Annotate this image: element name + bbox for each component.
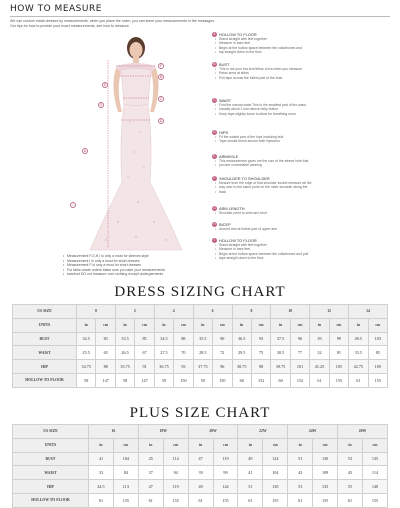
unit-cell: in <box>138 438 163 452</box>
unit-cell: in <box>193 318 212 332</box>
plus-size-table <box>12 424 388 508</box>
letter-badge: D <box>213 130 216 134</box>
heading-divider <box>10 16 390 17</box>
value-cell: 72 <box>213 346 232 360</box>
size-label-cell: US SIZE <box>13 425 89 439</box>
value-cell: 27.5 <box>154 346 173 360</box>
unit-cell: cm <box>362 438 387 452</box>
value-cell: 130 <box>313 452 338 466</box>
table-row <box>13 493 388 507</box>
note-item: • For tailor-made orders Make sure you take your measurements <box>62 268 222 273</box>
value-cell: 119 <box>213 452 238 466</box>
figure-marker-g: G <box>99 103 103 107</box>
instruction-bullet: • you are comfortable wearing <box>212 163 390 167</box>
value-cell: 34.75 <box>77 360 96 374</box>
value-cell: 70 <box>174 346 193 360</box>
instruction-title: BICEP <box>219 222 231 227</box>
unit-cell: in <box>77 318 96 332</box>
value-cell: 105 <box>329 360 348 374</box>
value-cell: 93 <box>174 360 193 374</box>
table-row <box>13 480 388 494</box>
unit-cell: in <box>89 438 114 452</box>
value-cell: 99 <box>213 466 238 480</box>
row-label-cell: BUST <box>13 332 77 346</box>
value-cell: 61 <box>138 493 163 507</box>
unit-cell: in <box>310 318 329 332</box>
value-cell: 109 <box>368 360 387 374</box>
table-row <box>13 332 388 346</box>
value-cell: 124 <box>263 452 288 466</box>
letter-badge: C <box>213 98 216 102</box>
row-label-cell: WAIST <box>13 466 89 480</box>
instruction-bullet: • tap straight down to the floor <box>212 50 390 54</box>
value-cell: 60 <box>232 373 251 387</box>
instruction-i <box>212 238 390 260</box>
value-cell: 40.5 <box>349 332 368 346</box>
value-cell: 104 <box>263 466 288 480</box>
instruction-bullet: • Fit the widest part of the hips including butt <box>212 135 390 139</box>
value-cell: 49 <box>238 452 263 466</box>
unit-cell: cm <box>163 438 188 452</box>
dress-size-table <box>12 304 388 388</box>
unit-cell: cm <box>368 318 387 332</box>
unit-cell: in <box>338 438 363 452</box>
unit-cell: in <box>188 438 213 452</box>
value-cell: 77 <box>290 346 309 360</box>
instruction-bullet: • way over to the same point on the other shoulder along the <box>212 185 390 189</box>
value-cell: 61 <box>238 493 263 507</box>
instruction-f <box>212 176 390 194</box>
value-cell: 42.75 <box>349 360 368 374</box>
value-cell: 96 <box>213 360 232 374</box>
value-cell: 98 <box>251 360 270 374</box>
instruction-bullet: • Tape should brush across both hipbones <box>212 139 390 143</box>
value-cell: 58 <box>115 373 134 387</box>
value-cell: 96 <box>290 332 309 346</box>
unit-cell: cm <box>290 318 309 332</box>
unit-cell: cm <box>329 318 348 332</box>
value-cell: 43 <box>288 466 313 480</box>
table-row <box>13 466 388 480</box>
value-cell: 83 <box>96 332 115 346</box>
value-cell: 109 <box>313 466 338 480</box>
instruction-c <box>212 98 390 116</box>
value-cell: 155 <box>362 493 387 507</box>
size-header-cell: 24W <box>288 425 338 439</box>
units-row <box>13 438 388 452</box>
unit-cell: in <box>232 318 251 332</box>
value-cell: 114 <box>362 466 387 480</box>
instruction-title: ARMHOLE <box>219 154 239 159</box>
value-cell: 29.5 <box>232 346 251 360</box>
value-cell: 114 <box>163 452 188 466</box>
value-cell: 81 <box>329 346 348 360</box>
instruction-bullet: • Stand straight with feet together <box>212 243 390 247</box>
value-cell: 37.75 <box>193 360 212 374</box>
value-cell: 155 <box>263 493 288 507</box>
unit-cell: cm <box>174 318 193 332</box>
size-header-cell: 12 <box>310 305 349 319</box>
figure-marker-c: C <box>159 97 163 101</box>
value-cell: 39 <box>188 466 213 480</box>
instruction-bullet: • Measure in bare feet <box>212 41 390 45</box>
value-cell: 155 <box>329 373 348 387</box>
value-cell: 155 <box>368 373 387 387</box>
value-cell: 147 <box>96 373 115 387</box>
value-cell: 33 <box>89 466 114 480</box>
size-header-cell: 10 <box>271 305 310 319</box>
size-header-cell: 6 <box>193 305 232 319</box>
value-cell: 53 <box>338 452 363 466</box>
unit-cell: cm <box>313 438 338 452</box>
instruction-bullet: • Find the natural waist.This is the smallest part of the waist <box>212 103 390 107</box>
unit-cell: cm <box>213 318 232 332</box>
value-cell: 152 <box>251 373 270 387</box>
instruction-bullet: • Around arm at fullest part of upper arm <box>212 227 390 231</box>
figure-marker-a: A <box>83 149 87 153</box>
value-cell: 88 <box>174 332 193 346</box>
table-row <box>13 452 388 466</box>
value-cell: 152 <box>290 373 309 387</box>
dress-sizing-chart-title: DRESS SIZING CHART <box>114 284 286 300</box>
size-label-cell: US SIZE <box>13 305 77 319</box>
size-header-cell: 26W <box>338 425 388 439</box>
value-cell: 33.5 <box>115 332 134 346</box>
value-cell: 75 <box>251 346 270 360</box>
value-cell: 85 <box>135 332 154 346</box>
value-cell: 45 <box>138 452 163 466</box>
letter-badge: A <box>213 32 216 36</box>
value-cell: 28.5 <box>193 346 212 360</box>
value-cell: 135 <box>362 452 387 466</box>
row-label-cell: HIP <box>13 480 89 494</box>
instruction-a <box>212 32 390 54</box>
value-cell: 65 <box>96 346 115 360</box>
letter-badge: I <box>212 238 217 243</box>
value-cell: 155 <box>213 493 238 507</box>
value-cell: 32.5 <box>77 332 96 346</box>
intro-text <box>10 19 390 29</box>
units-row <box>13 318 388 332</box>
how-to-measure-heading: HOW TO MEASURE <box>10 4 102 14</box>
value-cell: 59 <box>154 373 173 387</box>
value-cell: 37 <box>138 466 163 480</box>
value-cell: 41 <box>238 466 263 480</box>
value-cell: 135 <box>313 480 338 494</box>
row-label-cell: HOLLOW TO FLOOR <box>13 493 89 507</box>
value-cell: 93 <box>251 332 270 346</box>
measurement-notes <box>62 254 222 277</box>
instruction-g <box>212 206 390 215</box>
value-cell: 147 <box>135 373 154 387</box>
value-cell: 60 <box>271 373 290 387</box>
value-cell: 38.75 <box>232 360 251 374</box>
instruction-title: HOLLOW TO FLOOR <box>219 238 257 243</box>
letter-badge: F <box>213 176 216 180</box>
value-cell: 39 <box>310 332 329 346</box>
unit-cell: in <box>349 318 368 332</box>
size-header-cell: 22W <box>238 425 288 439</box>
value-cell: 61 <box>89 493 114 507</box>
unit-cell: cm <box>113 438 138 452</box>
note-item: • Measurement F,G,H,I is only a must for sleeves style <box>62 254 222 259</box>
unit-cell: in <box>154 318 173 332</box>
value-cell: 99 <box>329 332 348 346</box>
value-cell: 33.5 <box>349 346 368 360</box>
unit-cell: cm <box>135 318 154 332</box>
value-cell: 61 <box>310 373 329 387</box>
unit-cell: in <box>238 438 263 452</box>
size-header-cell: 0 <box>77 305 116 319</box>
figure-marker-e: E <box>103 83 107 87</box>
unit-cell: in <box>271 318 290 332</box>
value-cell: 35.5 <box>193 332 212 346</box>
size-header-cell: 18W <box>138 425 188 439</box>
instruction-bullet: • Measure in bare feet <box>212 247 390 251</box>
value-cell: 32 <box>310 346 329 360</box>
value-cell: 53 <box>288 480 313 494</box>
value-cell: 44.5 <box>89 480 114 494</box>
value-cell: 25.5 <box>77 346 96 360</box>
value-cell: 124 <box>213 480 238 494</box>
value-cell: 150 <box>213 373 232 387</box>
instruction-bullet: • Relax arms at sides <box>212 71 390 75</box>
value-cell: 41.25 <box>310 360 329 374</box>
instruction-bullet: • back <box>212 190 390 194</box>
instruction-bullet: • tape straight down to the floor <box>212 256 390 260</box>
instruction-title: HOLLOW TO FLOOR <box>219 32 257 37</box>
size-header-cell: 16 <box>89 425 139 439</box>
value-cell: 51 <box>238 480 263 494</box>
note-item: • Measurement F is only a must for short dresses <box>62 263 222 268</box>
value-cell: 155 <box>313 493 338 507</box>
value-cell: 41 <box>89 452 114 466</box>
figure-marker-f: F <box>159 64 163 68</box>
value-cell: 58 <box>77 373 96 387</box>
unit-cell: in <box>288 438 313 452</box>
dress-illustration <box>58 32 208 254</box>
note-item: • barefoot DO not measure over clothing except undergarments <box>62 272 222 277</box>
value-cell: 155 <box>113 493 138 507</box>
figure-marker-b: B <box>159 75 163 79</box>
unit-cell: cm <box>251 318 270 332</box>
value-cell: 61 <box>338 493 363 507</box>
size-header-cell: 8 <box>232 305 271 319</box>
value-cell: 104 <box>113 452 138 466</box>
units-label-cell: UNITS <box>13 438 89 452</box>
value-cell: 59 <box>193 373 212 387</box>
value-cell: 61 <box>288 493 313 507</box>
figure-marker-i: I <box>70 202 76 208</box>
value-cell: 61 <box>349 373 368 387</box>
value-cell: 36.5 <box>232 332 251 346</box>
figure-marker-d: D <box>159 119 163 123</box>
size-row <box>13 425 388 439</box>
instruction-bullet: • This is not your bra size!Wear a bra when you measure <box>212 67 390 71</box>
value-cell: 103 <box>368 332 387 346</box>
letter-badge: E <box>213 154 216 158</box>
instruction-bullet: • Usually about 1 inch above belly button <box>212 107 390 111</box>
table-row <box>13 373 388 387</box>
value-cell: 140 <box>362 480 387 494</box>
letter-badge: H <box>213 222 216 226</box>
instruction-title: SHOULDER TO SHOULDER <box>219 176 270 181</box>
value-cell: 34.5 <box>154 332 173 346</box>
value-cell: 30.5 <box>271 346 290 360</box>
unit-cell: cm <box>263 438 288 452</box>
value-cell: 26.5 <box>115 346 134 360</box>
value-cell: 37.5 <box>271 332 290 346</box>
instruction-bullet: • Pull tape across the fullest part of the bust <box>212 76 390 80</box>
value-cell: 45 <box>338 466 363 480</box>
value-cell: 90 <box>213 332 232 346</box>
instruction-title: WAIST <box>219 98 232 103</box>
instruction-bullet: • Shoulder point to wrist arm bent <box>212 211 390 215</box>
instruction-title: ARM LENGTH <box>219 206 245 211</box>
value-cell: 47 <box>138 480 163 494</box>
row-label-cell: BUST <box>13 452 89 466</box>
instruction-bullet: • This measurement gives me the size of the sleeve hole that <box>212 159 390 163</box>
unit-cell: cm <box>213 438 238 452</box>
value-cell: 35.75 <box>115 360 134 374</box>
instruction-h <box>212 222 390 231</box>
value-cell: 84 <box>113 466 138 480</box>
instruction-bullet: • Begin at the hollow space between the collarbones and pull <box>212 252 390 256</box>
instruction-bullet: • Keep tape slightly loose to allow for breathing room <box>212 112 390 116</box>
value-cell: 94 <box>163 466 188 480</box>
table-row <box>13 346 388 360</box>
value-cell: 55 <box>338 480 363 494</box>
value-cell: 39.75 <box>271 360 290 374</box>
value-cell: 130 <box>263 480 288 494</box>
letter-badge: G <box>213 206 216 210</box>
unit-cell: in <box>115 318 134 332</box>
plus-size-chart-title: PLUS SIZE CHART <box>129 405 271 421</box>
dress-model-figure <box>58 32 208 254</box>
note-item: • Measurement I is only a must for short dresses <box>62 259 222 264</box>
value-cell: 155 <box>163 493 188 507</box>
value-cell: 113 <box>113 480 138 494</box>
instruction-title: BUST <box>219 62 230 67</box>
value-cell: 61 <box>188 493 213 507</box>
instruction-e <box>212 154 390 168</box>
unit-cell: cm <box>96 318 115 332</box>
size-header-cell: 2 <box>115 305 154 319</box>
instruction-bullet: • Begin at the hollow space between the collarbones and <box>212 46 390 50</box>
letter-badge: B <box>213 62 216 66</box>
value-cell: 119 <box>163 480 188 494</box>
size-row <box>13 305 388 319</box>
value-cell: 101 <box>290 360 309 374</box>
intro-line: Our tips for how to provide your exact measurements, see how to measure. <box>10 24 130 28</box>
value-cell: 36.75 <box>154 360 173 374</box>
value-cell: 88 <box>96 360 115 374</box>
row-label-cell: WAIST <box>13 346 77 360</box>
instruction-b <box>212 62 390 80</box>
value-cell: 85 <box>368 346 387 360</box>
size-header-cell: 20W <box>188 425 238 439</box>
intro-line: We can custom made dresses by measurements, when you place the order, you can leave your measurements in the messages. <box>10 19 216 23</box>
row-label-cell: HOLLOW TO FLOOR <box>13 373 77 387</box>
instruction-d <box>212 130 390 144</box>
value-cell: 67 <box>135 346 154 360</box>
value-cell: 49 <box>188 480 213 494</box>
row-label-cell: HIP <box>13 360 77 374</box>
value-cell: 51 <box>288 452 313 466</box>
instruction-bullet: • Meaure from the edge of that shoulder socket measure all the <box>212 181 390 185</box>
value-cell: 91 <box>135 360 154 374</box>
size-header-cell: 4 <box>154 305 193 319</box>
value-cell: 47 <box>188 452 213 466</box>
instruction-bullet: • Stand straight with feet together <box>212 37 390 41</box>
size-header-cell: 14 <box>349 305 388 319</box>
units-label-cell: UNITS <box>13 318 77 332</box>
value-cell: 150 <box>174 373 193 387</box>
instruction-title: HIPS <box>219 130 229 135</box>
table-row <box>13 360 388 374</box>
